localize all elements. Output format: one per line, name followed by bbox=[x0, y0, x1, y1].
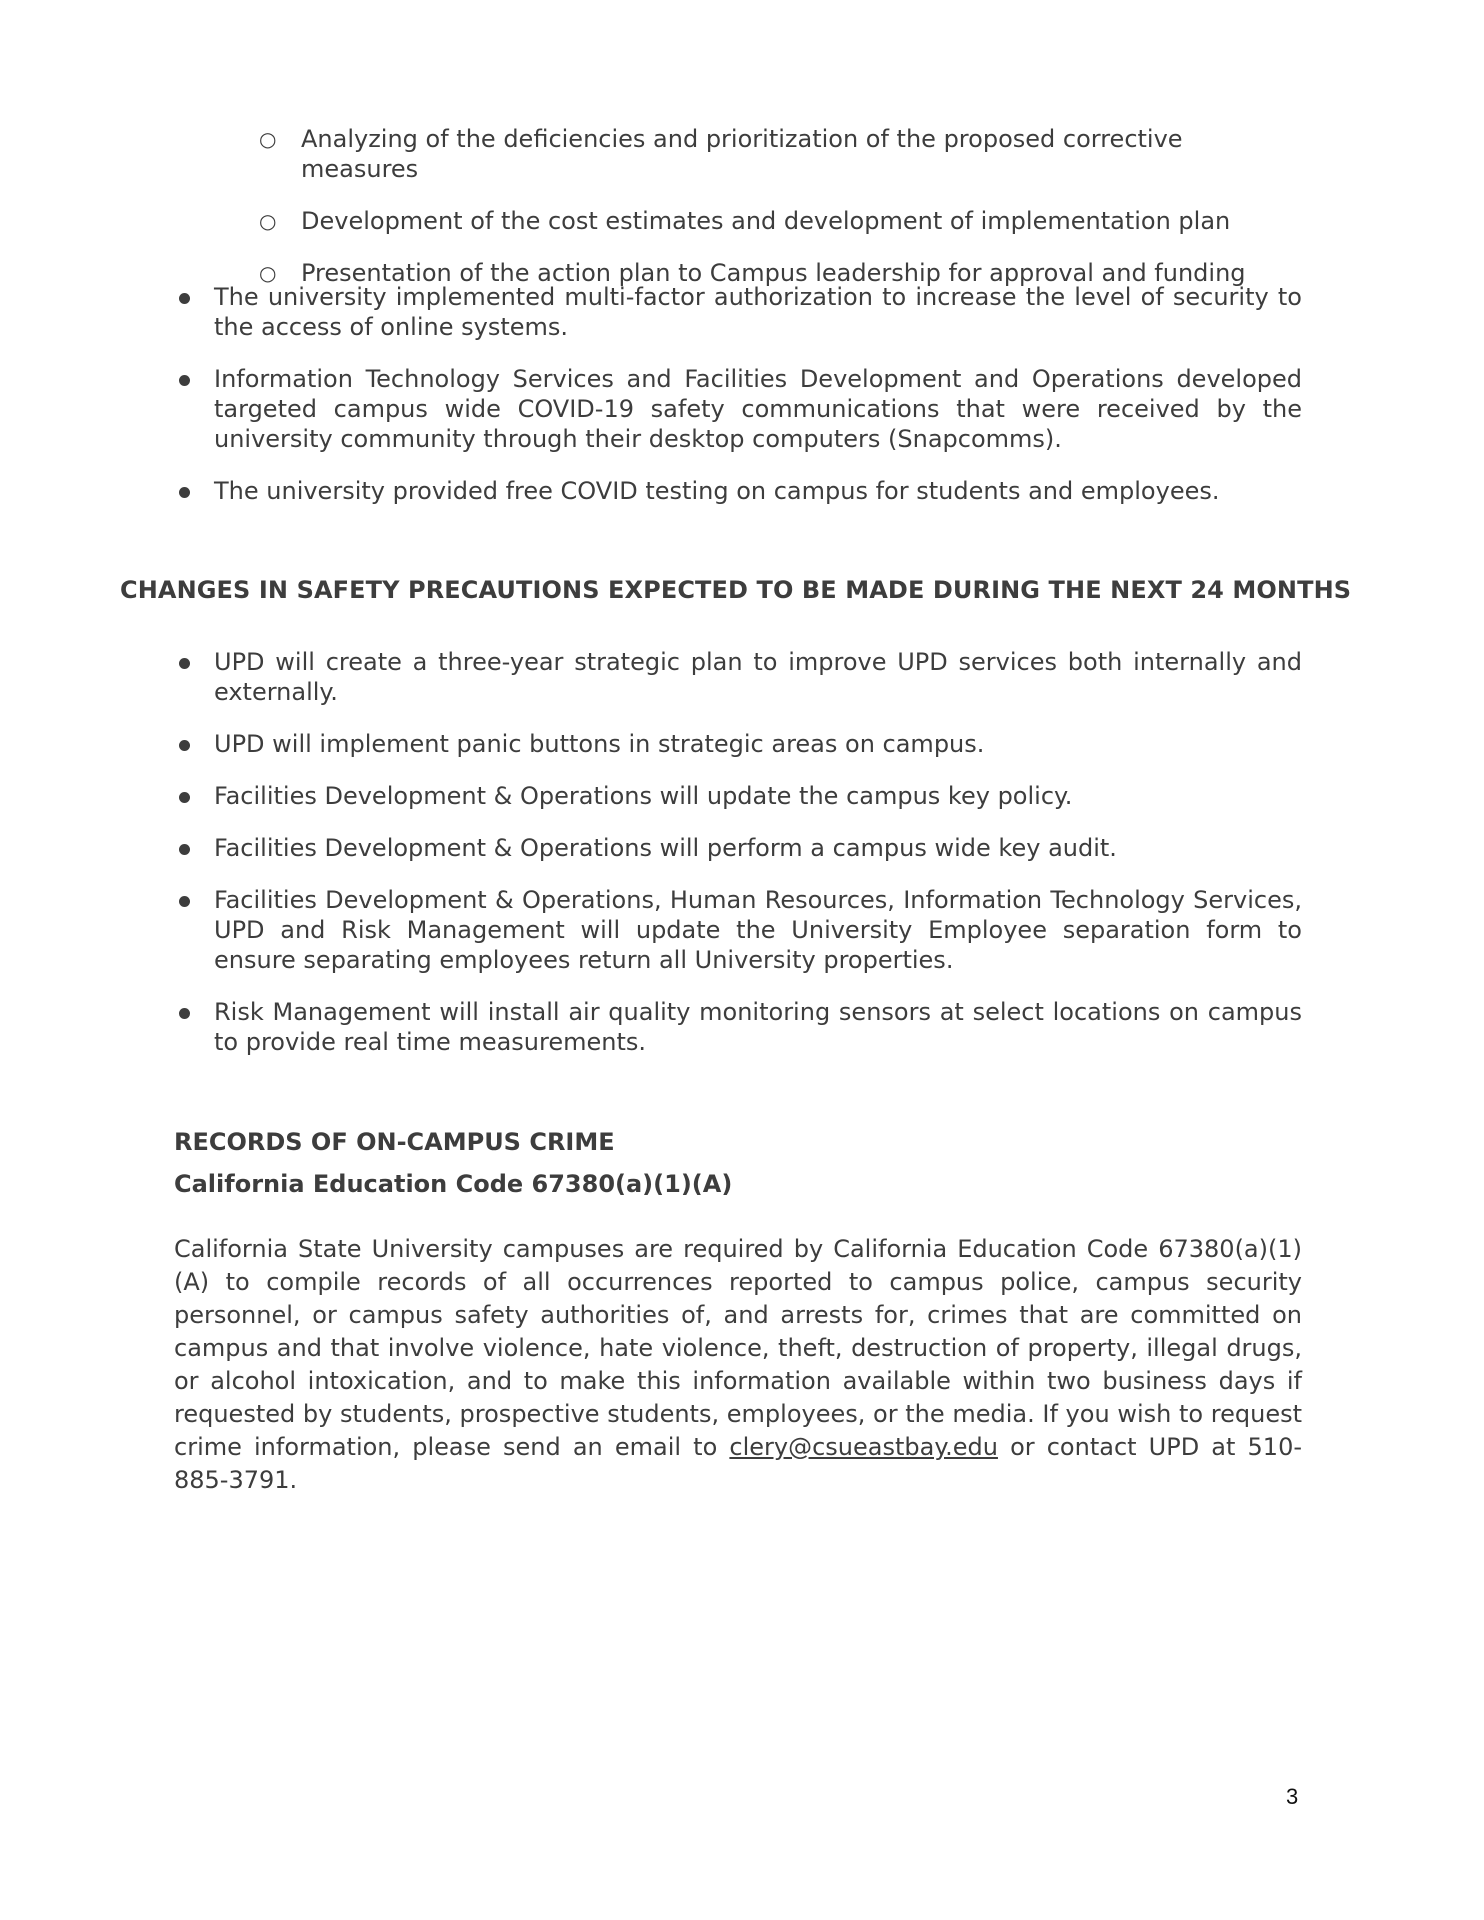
bullet-list-recent-actions bbox=[174, 282, 1302, 528]
list-item-text: Presentation of the action plan to Campus leadership for approval and funding bbox=[301, 259, 1246, 287]
bullet-dot-icon bbox=[179, 293, 190, 304]
bullet-dot-icon bbox=[179, 487, 190, 498]
hollow-circle-bullet-icon: ○ bbox=[259, 209, 277, 233]
bullet-dot-icon bbox=[179, 658, 190, 669]
list-item-text: Analyzing of the deficiencies and prioritization of the proposed corrective measures bbox=[301, 125, 1183, 183]
bullet-dot-icon bbox=[179, 1008, 190, 1019]
list-item-text: UPD will implement panic buttons in strategic areas on campus. bbox=[214, 730, 985, 758]
list-item-text: Facilities Development & Operations, Human Resources, Information Technology Services, UPD and Risk Management will update the University Employee separation form to ensure separating employees return all University properties. bbox=[214, 886, 1302, 974]
list-item bbox=[174, 885, 1302, 975]
bullet-dot-icon bbox=[179, 844, 190, 855]
list-item bbox=[174, 476, 1302, 506]
list-item-text: Facilities Development & Operations will update the campus key policy. bbox=[214, 782, 1073, 810]
records-paragraph-end: or contact UPD at 510-885-3791. bbox=[174, 1433, 1302, 1494]
page-number: 3 bbox=[1286, 1784, 1299, 1809]
records-paragraph bbox=[174, 1233, 1302, 1497]
list-item bbox=[251, 206, 1251, 236]
bullet-dot-icon bbox=[179, 740, 190, 751]
section-heading-records: RECORDS OF ON-CAMPUS CRIME bbox=[174, 1128, 615, 1156]
list-item bbox=[251, 124, 1251, 184]
section-heading-changes: CHANGES IN SAFETY PRECAUTIONS EXPECTED TO BE MADE DURING THE NEXT 24 MONTHS bbox=[120, 576, 1352, 604]
bullet-dot-icon bbox=[179, 792, 190, 803]
list-item-text: UPD will create a three-year strategic plan to improve UPD services both internally and externally. bbox=[214, 648, 1302, 706]
records-paragraph-text: California State University campuses are required by California Education Code 67380(a)(1)(A) to compile records of all occurrences reported to campus police, campus security personnel, or campus safety authorities of, and arrests for, crimes that are committed on campus and that involve violence, hate violence, theft, destruction of property, illegal drugs, or alcohol intoxication, and to make this information available within two business days if requested by students, prospective students, employees, or the media. If you wish to request crime information, please send an email to bbox=[174, 1235, 1302, 1461]
list-item bbox=[174, 647, 1302, 707]
list-item bbox=[174, 833, 1302, 863]
section-subheading-education-code: California Education Code 67380(a)(1)(A) bbox=[174, 1170, 733, 1198]
list-item bbox=[174, 282, 1302, 342]
bullet-dot-icon bbox=[179, 896, 190, 907]
email-link[interactable]: clery@csueastbay.edu bbox=[729, 1433, 998, 1461]
list-item bbox=[174, 729, 1302, 759]
list-item-text: Development of the cost estimates and development of implementation plan bbox=[301, 207, 1231, 235]
list-item bbox=[174, 364, 1302, 454]
list-item-text: Information Technology Services and Facilities Development and Operations developed targeted campus wide COVID-19 safety communications that were received by the university community through their desktop computers (Snapcomms). bbox=[214, 365, 1302, 453]
bullet-list-planned-changes bbox=[174, 647, 1302, 1079]
list-item-text: The university provided free COVID testing on campus for students and employees. bbox=[214, 477, 1220, 505]
list-item bbox=[174, 781, 1302, 811]
list-item bbox=[174, 997, 1302, 1057]
hollow-circle-bullet-icon: ○ bbox=[259, 261, 277, 285]
list-item-text: Facilities Development & Operations will perform a campus wide key audit. bbox=[214, 834, 1117, 862]
list-item-text: Risk Management will install air quality monitoring sensors at select locations on campus to provide real time measurements. bbox=[214, 998, 1302, 1056]
list-item-text: The university implemented multi-factor authorization to increase the level of security to the access of online systems. bbox=[214, 283, 1302, 341]
bullet-dot-icon bbox=[179, 375, 190, 386]
hollow-circle-bullet-icon: ○ bbox=[259, 127, 277, 151]
